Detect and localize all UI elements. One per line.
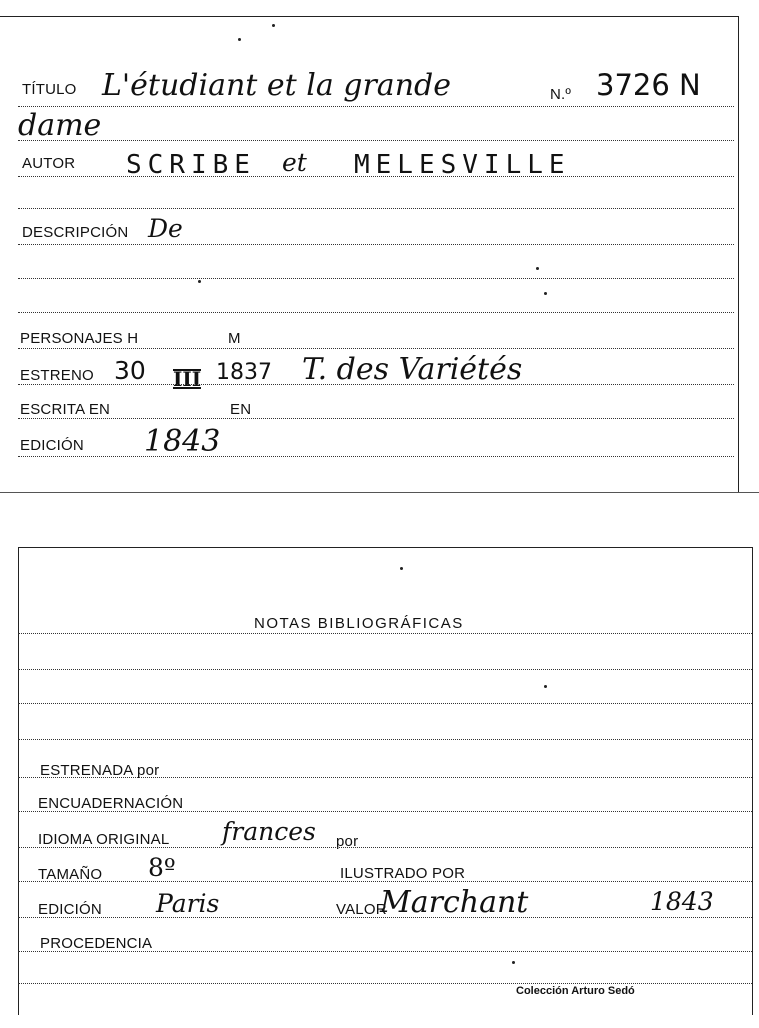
numero-value: 3726 N bbox=[596, 68, 701, 102]
speck bbox=[536, 267, 539, 270]
ilustrado-label: ILUSTRADO POR bbox=[340, 865, 466, 882]
estreno-day: 30 bbox=[114, 356, 146, 385]
card-top-edge bbox=[18, 547, 752, 548]
notas-title: NOTAS BIBLIOGRÁFICAS bbox=[254, 615, 464, 632]
personajes-label: PERSONAJES H bbox=[20, 330, 139, 347]
escrita-label: ESCRITA EN bbox=[20, 401, 111, 418]
escrita-rule bbox=[18, 418, 734, 419]
titulo-label: TÍTULO bbox=[22, 81, 77, 98]
idioma-rule bbox=[18, 847, 752, 848]
descripcion-value: De bbox=[148, 214, 183, 243]
estreno-rule bbox=[18, 384, 734, 385]
speck bbox=[272, 24, 275, 27]
blank-rule-3 bbox=[18, 312, 734, 313]
numero-label: N.º bbox=[550, 86, 572, 103]
speck bbox=[544, 292, 547, 295]
edicion-label: EDICIÓN bbox=[20, 437, 84, 454]
encuadernacion-label: ENCUADERNACIÓN bbox=[38, 795, 184, 812]
autor-value-2: MELESVILLE bbox=[354, 150, 571, 180]
blank-rule-2 bbox=[18, 278, 734, 279]
speck bbox=[512, 961, 515, 964]
descripcion-label: DESCRIPCIÓN bbox=[22, 224, 129, 241]
procedencia-rule bbox=[18, 951, 752, 952]
edicion-rule bbox=[18, 917, 752, 918]
valor-value: Marchant bbox=[380, 885, 529, 920]
estreno-month: III bbox=[173, 367, 202, 391]
speck bbox=[238, 38, 241, 41]
idioma-por-label: por bbox=[336, 833, 359, 850]
collection-credit: Colección Arturo Sedó bbox=[516, 985, 635, 997]
idioma-label: IDIOMA ORIGINAL bbox=[38, 831, 170, 848]
speck bbox=[198, 280, 201, 283]
notas-rule bbox=[18, 633, 752, 634]
edicion-label: EDICIÓN bbox=[38, 901, 102, 918]
estreno-place: T. des Variétés bbox=[302, 352, 523, 387]
estreno-year: 1837 bbox=[216, 360, 272, 385]
card-right-edge bbox=[738, 16, 739, 492]
autor-rule bbox=[18, 176, 734, 177]
estreno-label: ESTRENO bbox=[20, 367, 94, 384]
titulo-rule-2 bbox=[18, 140, 734, 141]
blank-rule-1 bbox=[18, 208, 734, 209]
tamano-value: 8º bbox=[148, 853, 176, 882]
procedencia-label: PROCEDENCIA bbox=[40, 935, 153, 952]
tamano-label: TAMAÑO bbox=[38, 866, 103, 883]
estrenada-label: ESTRENADA por bbox=[40, 762, 160, 779]
catalog-card-back bbox=[0, 505, 759, 1028]
idioma-value: frances bbox=[222, 817, 316, 846]
titulo-rule bbox=[18, 106, 734, 107]
blank-rule-4 bbox=[18, 983, 752, 984]
card-right-edge bbox=[752, 547, 753, 1015]
encuadernacion-rule bbox=[18, 811, 752, 812]
valor-year: 1843 bbox=[650, 887, 714, 916]
catalog-card-front bbox=[0, 0, 759, 495]
card-left-edge bbox=[18, 547, 19, 1015]
card-top-edge bbox=[0, 16, 738, 17]
edicion-value: 1843 bbox=[144, 424, 221, 459]
blank-rule-3 bbox=[18, 739, 752, 740]
titulo-value-line2: dame bbox=[18, 108, 102, 143]
speck bbox=[400, 567, 403, 570]
autor-value-conj: et bbox=[282, 148, 307, 177]
tamano-rule bbox=[18, 881, 752, 882]
blank-rule-1 bbox=[18, 669, 752, 670]
autor-value-1: SCRIBE bbox=[126, 150, 256, 180]
descripcion-rule bbox=[18, 244, 734, 245]
valor-label: VALOR bbox=[336, 901, 387, 918]
edicion-value: Paris bbox=[156, 889, 220, 918]
speck bbox=[544, 685, 547, 688]
card-bottom-edge bbox=[0, 492, 759, 493]
personajes-m-label: M bbox=[228, 330, 241, 347]
autor-label: AUTOR bbox=[22, 155, 76, 172]
escrita-en-label: EN bbox=[230, 401, 252, 418]
estrenada-rule bbox=[18, 777, 752, 778]
titulo-value-line1: L'étudiant et la grande bbox=[102, 68, 451, 103]
blank-rule-2 bbox=[18, 703, 752, 704]
personajes-rule bbox=[18, 348, 734, 349]
edicion-rule bbox=[18, 456, 734, 457]
